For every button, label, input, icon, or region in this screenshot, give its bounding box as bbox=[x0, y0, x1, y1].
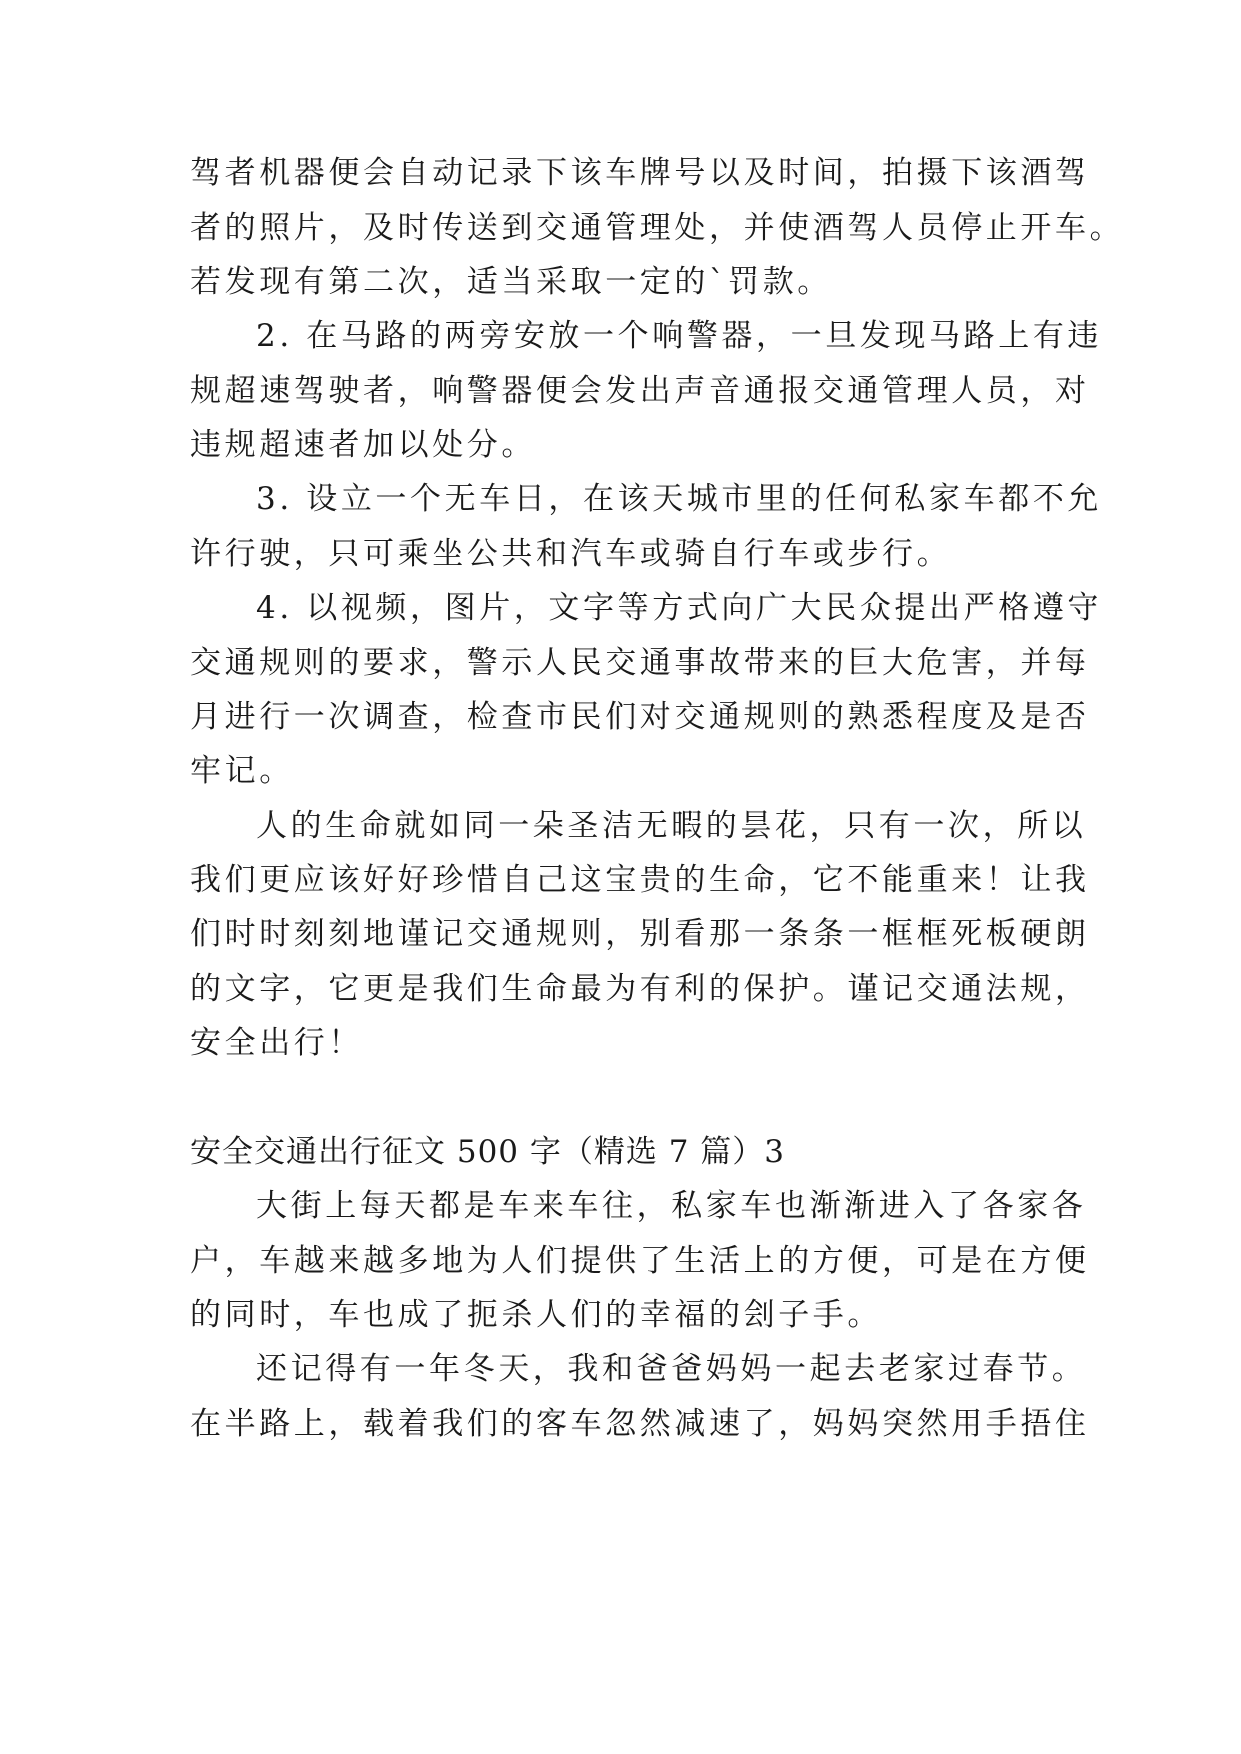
text-line: 安全出行！ bbox=[190, 1025, 363, 1061]
text-line: 违规超速者加以处分。 bbox=[190, 427, 536, 463]
text-line: 驾者机器便会自动记录下该车牌号以及时间，拍摄下该酒驾 bbox=[190, 155, 1090, 191]
text-line: 交通规则的要求，警示人民交通事故带来的巨大危害，并每 bbox=[190, 645, 1090, 681]
text-line: 在半路上，载着我们的客车忽然减速了，妈妈突然用手捂住 bbox=[190, 1406, 1090, 1442]
text-line: 户，车越来越多地为人们提供了生活上的方便，可是在方便 bbox=[190, 1243, 1090, 1279]
text-line: 规超速驾驶者，响警器便会发出声音通报交通管理人员，对 bbox=[190, 373, 1090, 409]
text-line: 人的生命就如同一朵圣洁无暇的昙花，只有一次，所以 bbox=[256, 808, 1087, 844]
text-line: 大街上每天都是车来车往，私家车也渐渐进入了各家各 bbox=[256, 1188, 1087, 1224]
text-line: 的文字，它更是我们生命最为有利的保护。谨记交通法规， bbox=[190, 971, 1090, 1007]
text-line: 月进行一次调查，检查市民们对交通规则的熟悉程度及是否 bbox=[190, 699, 1090, 735]
text-line: 们时时刻刻地谨记交通规则，别看那一条条一框框死板硬朗 bbox=[190, 916, 1090, 952]
text-line: 2. 在马路的两旁安放一个响警器，一旦发现马路上有违 bbox=[256, 318, 1103, 354]
text-line: 许行驶，只可乘坐公共和汽车或骑自行车或步行。 bbox=[190, 536, 952, 572]
text-line: 4. 以视频，图片，文字等方式向广大民众提出严格遵守 bbox=[256, 590, 1103, 626]
text-line: 若发现有第二次，适当采取一定的`罚款。 bbox=[190, 264, 832, 300]
text-line: 我们更应该好好珍惜自己这宝贵的生命，它不能重来！让我 bbox=[190, 862, 1090, 898]
text-line: 的同时，车也成了扼杀人们的幸福的刽子手。 bbox=[190, 1297, 882, 1333]
text-line: 3. 设立一个无车日，在该天城市里的任何私家车都不允 bbox=[256, 481, 1103, 517]
section-heading: 安全交通出行征文 500 字（精选 7 篇）3 bbox=[190, 1134, 786, 1170]
text-line: 还记得有一年冬天，我和爸爸妈妈一起去老家过春节。 bbox=[256, 1351, 1087, 1387]
text-line: 者的照片，及时传送到交通管理处，并使酒驾人员停止开车。 bbox=[190, 210, 1125, 246]
text-line: 牢记。 bbox=[190, 753, 294, 789]
